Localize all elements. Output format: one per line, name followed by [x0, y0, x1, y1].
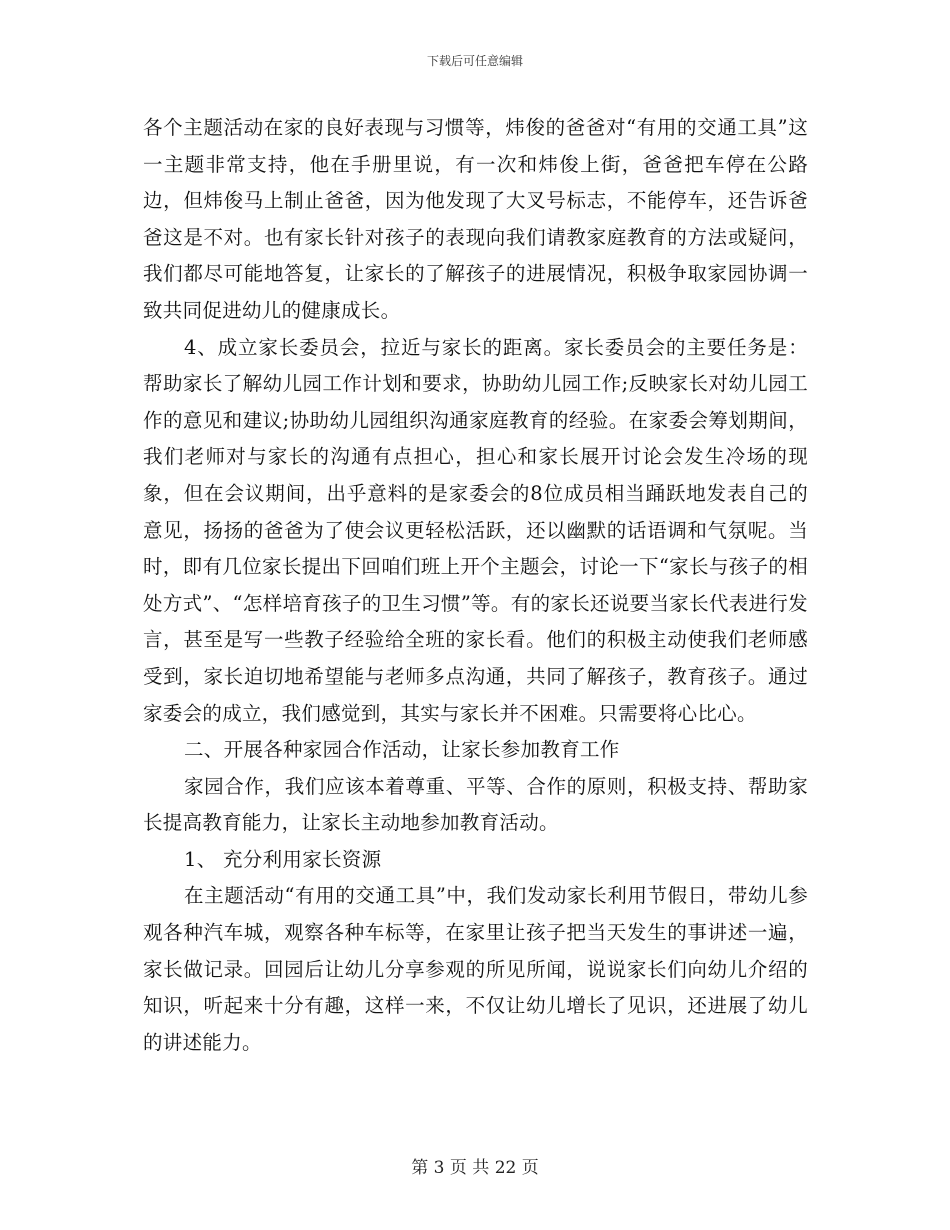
section-heading: 二、开展各种家园合作活动，让家长参加教育工作	[184, 738, 620, 762]
document-body	[143, 110, 808, 1061]
body-paragraph: 各个主题活动在家的良好表现与习惯等，炜俊的爸爸对“有用的交通工具”这一主题非常支持，他在手册里说，有一次和炜俊上街，爸爸把车停在公路边，但炜俊马上制止爸爸，因为他发现了大叉号标志，不能停车，还告诉爸爸这是不对。也有家长针对孩子的表现向我们请教家庭教育的方法或疑问，我们都尽可能地答复，让家长的了解孩子的进展情况，积极争取家园协调一致共同促进幼儿的健康成长。	[143, 116, 808, 322]
page-header-note: 下载后可任意编辑	[426, 54, 523, 68]
body-paragraph: 家园合作，我们应该本着尊重、平等、合作的原则，积极支持、帮助家长提高教育能力，让家长主动地参加教育活动。	[143, 774, 808, 835]
body-paragraph: 4、成立家长委员会，拉近与家长的距离。家长委员会的主要任务是：帮助家长了解幼儿园工作计划和要求，协助幼儿园工作;反映家长对幼儿园工作的意见和建议;协助幼儿园组织沟通家庭教育的经验。在家委会筹划期间，我们老师对与家长的沟通有点担心，担心和家长展开讨论会发生冷场的现象，但在会议期间，出乎意料的是家委会的8位成员相当踊跃地发表自己的意见，扬扬的爸爸为了使会议更轻松活跃，还以幽默的话语调和气氛呢。当时，即有几位家长提出下回咱们班上开个主题会，讨论一下“家长与孩子的相处方式”、“怎样培育孩子的卫生习惯”等。有的家长还说要当家长代表进行发言，甚至是写一些教子经验给全班的家长看。他们的积极主动使我们老师感受到，家长迫切地希望能与老师多点沟通，共同了解孩子，教育孩子。通过家委会的成立，我们感觉到，其实与家长并不困难。只需要将心比心。	[143, 335, 808, 725]
body-paragraph: 在主题活动“有用的交通工具”中，我们发动家长利用节假日，带幼儿参观各种汽车城，观察各种车标等，在家里让孩子把当天发生的事讲述一遍，家长做记录。回园后让幼儿分享参观的所见所闻，说说家长们向幼儿介绍的知识，听起来十分有趣，这样一来，不仅让幼儿增长了见识，还进展了幼儿的讲述能力。	[143, 884, 808, 1054]
page-number-footer: 第 3 页 共 22 页	[411, 1158, 539, 1178]
subsection-heading: 1、 充分利用家长资源	[184, 847, 382, 871]
